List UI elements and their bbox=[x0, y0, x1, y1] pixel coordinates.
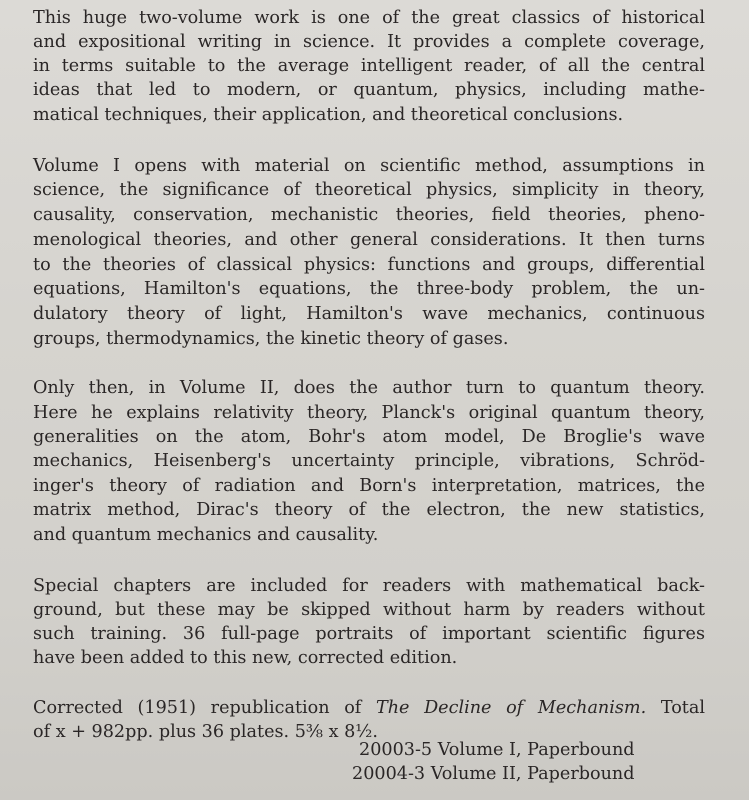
publication-line-1 bbox=[33, 696, 705, 720]
paragraph-2-line-3: causality, conservation, mechanistic theories, field theories, pheno- bbox=[33, 205, 705, 225]
paragraph-2-line-2: science, the significance of theoretical physics, simplicity in theory, bbox=[33, 180, 705, 200]
paragraph-2-line-5: to the theories of classical physics: functions and groups, differential bbox=[33, 255, 705, 275]
publication-prefix: Corrected (1951) republication of bbox=[33, 698, 376, 718]
paragraph-2-line-4: menological theories, and other general considerations. It then turns bbox=[33, 230, 705, 250]
paragraph-3-line-1: Only then, in Volume II, does the author turn to quantum theory. bbox=[33, 378, 705, 398]
paragraph-2-line-6: equations, Hamilton's equations, the three-body problem, the un- bbox=[33, 279, 705, 299]
paragraph-1-line-4: ideas that led to modern, or quantum, physics, including mathe- bbox=[33, 80, 705, 100]
edition-volume-1: 20003-5 Volume I, Paperbound bbox=[359, 740, 635, 760]
paragraph-1-line-3: in terms suitable to the average intelligent reader, of all the central bbox=[33, 56, 705, 76]
paragraph-1-line-5: matical techniques, their application, and theoretical conclusions. bbox=[33, 105, 624, 125]
paragraph-3-line-7: and quantum mechanics and causality. bbox=[33, 525, 379, 545]
publication-line-2: of x + 982pp. plus 36 plates. 5⅜ x 8½. bbox=[33, 722, 378, 742]
original-title: The Decline of Mechanism. bbox=[375, 698, 647, 718]
paragraph-4-line-4: have been added to this new, corrected edition. bbox=[33, 648, 458, 668]
paragraph-1-line-1: This huge two-volume work is one of the great classics of historical bbox=[33, 8, 705, 28]
paragraph-4-line-2: ground, but these may be skipped without harm by readers without bbox=[33, 600, 705, 620]
edition-volume-2: 20004-3 Volume II, Paperbound bbox=[352, 764, 635, 784]
paragraph-2-line-8: groups, thermodynamics, the kinetic theory of gases. bbox=[33, 329, 509, 349]
paragraph-2-line-7: dulatory theory of light, Hamilton's wave mechanics, continuous bbox=[33, 304, 705, 324]
publication-suffix: Total bbox=[646, 698, 705, 718]
paragraph-1-line-2: and expositional writing in science. It provides a complete coverage, bbox=[33, 32, 705, 52]
paragraph-2-line-1: Volume I opens with material on scientific method, assumptions in bbox=[33, 156, 705, 176]
paragraph-4-line-3: such training. 36 full-page portraits of important scientific figures bbox=[33, 624, 705, 644]
paragraph-3-line-2: Here he explains relativity theory, Planck's original quantum theory, bbox=[33, 403, 705, 423]
paragraph-3-line-4: mechanics, Heisenberg's uncertainty principle, vibrations, Schröd- bbox=[33, 451, 705, 471]
paragraph-3-line-6: matrix method, Dirac's theory of the electron, the new statistics, bbox=[33, 500, 705, 520]
paragraph-3-line-3: generalities on the atom, Bohr's atom model, De Broglie's wave bbox=[33, 427, 705, 447]
paragraph-3-line-5: inger's theory of radiation and Born's interpretation, matrices, the bbox=[33, 476, 705, 496]
paragraph-4-line-1: Special chapters are included for readers with mathematical back- bbox=[33, 576, 705, 596]
